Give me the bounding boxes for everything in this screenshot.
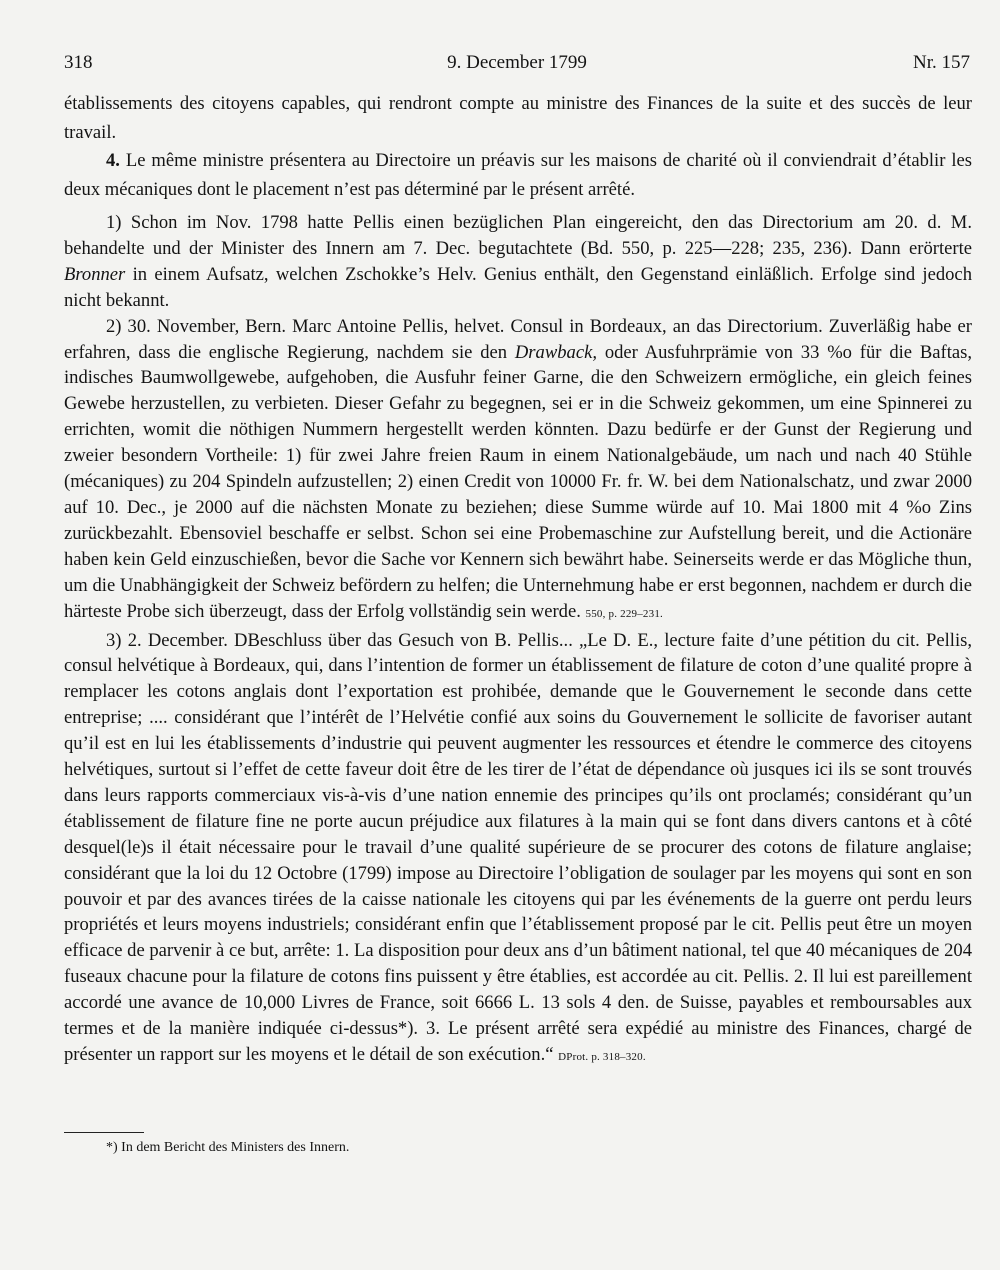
document-body: [64, 90, 972, 1071]
footnote: *) In dem Bericht des Ministers des Innern.: [106, 1140, 350, 1155]
footnote-rule: [64, 1132, 144, 1133]
document-number: Nr. 157: [913, 52, 970, 73]
note-1-text-b: in einem Aufsatz, welchen Zschokke’s Helv. Genius enthält, den Gegenstand einläßlich. Erfolge sind jedoch nicht bekannt.: [64, 263, 972, 311]
note-2-reference: 550, p. 229–231.: [585, 607, 663, 620]
note-3-reference: DProt. p. 318–320.: [558, 1051, 646, 1063]
note-2-drawback: Drawback,: [514, 341, 597, 363]
paragraph-article-4: [64, 147, 972, 204]
article-number: 4.: [106, 150, 120, 171]
header-date: 9. December 1799: [447, 52, 587, 73]
note-1: [64, 210, 972, 314]
note-2-text-a: 30. November, Bern. Marc Antoine Pellis, helvet. Consul in Bordeaux, an das Directorium. Zuverläßig habe er erfahren, dass die englische Regierung, nachdem sie den: [64, 315, 972, 363]
note-2-text-b: oder Ausfuhrprämie von 33 %o für die Baftas, indisches Baumwollgewebe, aufgehoben, die Ausfuhr feiner Garne, die den Schweizern ermögliche, ein gleich feines Gewebe herzustellen, zu verbieten. Dieser Gefahr zu begegnen, sei er in die Schweiz gekommen, um eine Spinnerei zu errichten, womit die nöthigen Nummern hergestellt werden könnten. Dazu bedürfe er der Gunst der Regierung und zweier besondern Vortheile: 1) für zwei Jahre freien Raum in einem Nationalgebäude, um nach und nach 40 Stühle (mécaniques) zu 204 Spindeln aufzustellen; 2) einen Credit von 10000 Fr. fr. W. bei dem Nationalschatz, und zwar 2000 auf 10. Dec., je 2000 auf die nächsten Monate zu beziehen; diese Summe würde auf 10. Mai 1800 mit 4 %o Zins zurückbezahlt. Ebensoviel beschaffe er selbst. Schon sei eine Probemaschine zur Aufstellung bereit, und die Actionäre haben kein Geld einzuschießen, bevor die Sache vor Kennern sich bewährt habe. Seinerseits werde er das Mögliche thun, um die Unabhängigkeit der Schweiz befördern zu helfen; die Unternehmung habe er erst begonnen, nachdem er durch die härteste Probe sich überzeugt, dass der Erfolg vollständig sein werde.: [64, 341, 973, 622]
page-number: 318: [64, 52, 93, 73]
paragraph-continuation: établissements des citoyens capables, qui rendront compte au ministre des Finances de la suite et des succès de leur travail.: [64, 93, 972, 143]
note-1-text-a: Schon im Nov. 1798 hatte Pellis einen bezüglichen Plan eingereicht, den das Directorium am 20. d. M. behandelte und der Minister des Innern am 7. Dec. begutachtete (Bd. 550, p. 225—228; 235, 236). Dann erörterte: [64, 212, 972, 259]
note-1-marker: 1): [106, 212, 122, 233]
note-3: [64, 628, 972, 1071]
note-1-name: Bronner: [64, 263, 126, 285]
article-text: Le même ministre présentera au Directoire un préavis sur les maisons de charité où il conviendrait d’établir les deux mécaniques dont le placement n’est pas déterminé par le présent arrêté.: [64, 150, 972, 200]
note-3-marker: 3): [106, 629, 122, 651]
note-2: [64, 314, 972, 628]
page-header: [64, 52, 970, 82]
note-3-text: 2. December. DBeschluss über das Gesuch von B. Pellis... „Le D. E., lecture faite d’une pétition du cit. Pellis, consul helvétique à Bordeaux, qui, dans l’intention de former un établissement de filature de coton d’une qualité propre à remplacer les cotons anglais dont l’exportation est prohibée, demande que le Gouvernement le seconde dans cette entreprise; .... considérant que l’intérêt de l’Helvétie confié aux soins du Gouvernement le sollicite de favoriser autant qu’il est en lui les établissements d’industrie qui peuvent augmenter les ressources et étendre le commerce des citoyens helvétiques, surtout si l’effet de cette faveur doit être de les tirer de l’état de dépendance où jusques ici ils se sont trouvés dans leurs rapports commerciaux vis-à-vis d’une nation ennemie des principes qu’ils ont proclamés; considérant qu’un établissement de filature fine ne porte aucun préjudice aux filatures à la main qui se font dans divers cantons et à côté desquel(le)s il était nécessaire pour le travail d’une qualité supérieure de se procurer des cotons de filature anglaise; considérant que la loi du 12 Octobre (1799) impose au Directoire l’obligation de soulager par les moyens qui sont en son pouvoir et par des avances tirées de la caisse nationale les citoyens qui par les événements de la guerre ont perdu leurs propriétés et leurs moyens industriels; considérant enfin que l’établissement proposé par le cit. Pellis peut être un moyen efficace de parvenir à ce but, arrête: 1. La disposition pour deux ans d’un bâtiment national, tel que 40 mécaniques de 204 fuseaux chacune pour la filature de cotons fins puissent y être établies, est accordée au cit. Pellis. 2. Il lui est pareillement accordé une avance de 10,000 Livres de France, soit 6666 L. 13 sols 4 den. de Suisse, payables et remboursables aux termes et de la manière indiquée ci-dessus*). 3. Le présent arrêté sera expédié au ministre des Finances, chargé de présenter un rapport sur les moyens et le détail de son exécution.“: [64, 629, 972, 1065]
note-2-marker: 2): [106, 315, 122, 337]
